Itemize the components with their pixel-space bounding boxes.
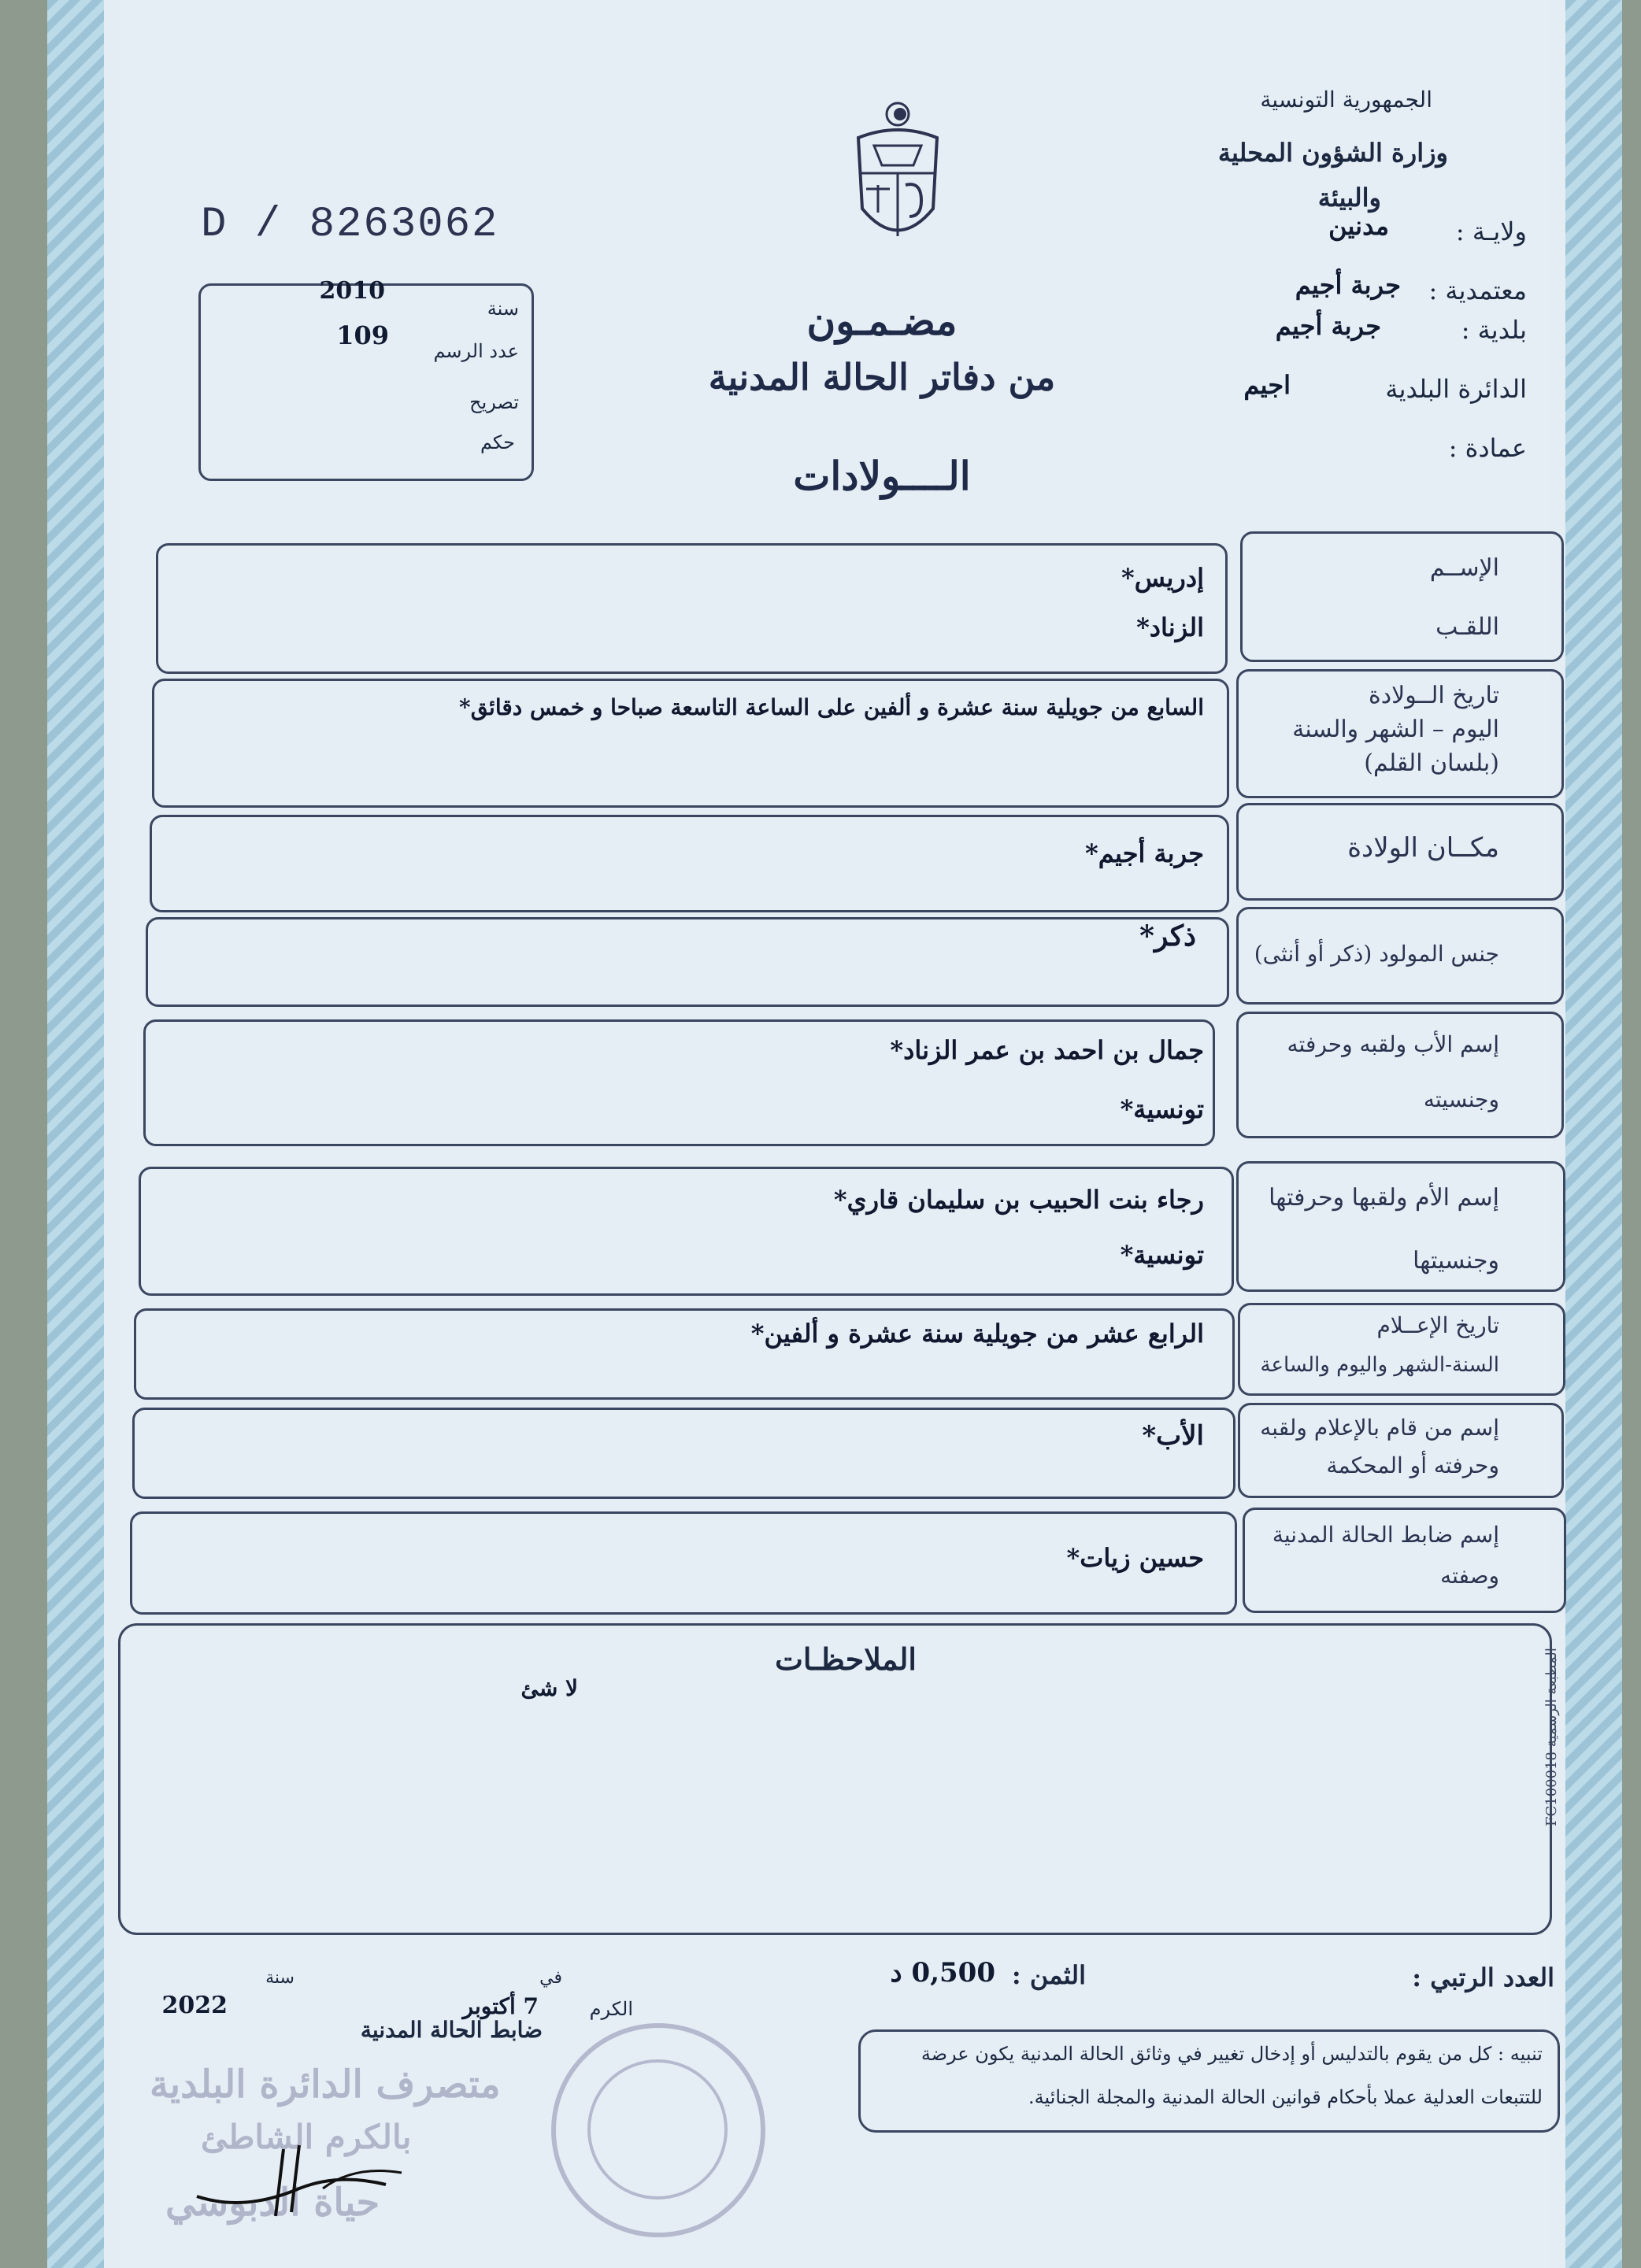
baladiya-label: بلدية : bbox=[1461, 315, 1527, 345]
row-birthdate-label-2: اليوم – الشهر والسنة bbox=[1292, 716, 1499, 743]
footer-date-value: 7 أكتوبر bbox=[462, 1993, 539, 2019]
notes-value: لا شئ bbox=[520, 1675, 578, 1701]
daira-label: الدائرة البلدية bbox=[1385, 374, 1527, 404]
footer-officer-label: ضابط الحالة المدنية bbox=[360, 2017, 543, 2043]
footer-in-label: في bbox=[539, 1968, 562, 1988]
row-declarant-label-2: وحرفته أو المحكمة bbox=[1326, 1452, 1499, 1478]
official-round-stamp bbox=[551, 2023, 765, 2237]
row-declaration-date-value: الرابع عشر من جويلية سنة عشرة و ألفين* bbox=[750, 1319, 1204, 1349]
registry-number-label: عدد الرسم bbox=[433, 340, 519, 362]
footer-serial-label: العدد الرتبي : bbox=[1412, 1963, 1554, 1992]
row-officer-label-2: وصفته bbox=[1440, 1563, 1499, 1589]
wilaya-label: ولايـة : bbox=[1455, 216, 1527, 246]
row-name-value-2: الزناد* bbox=[1136, 612, 1204, 642]
section-title: الــــولادات bbox=[793, 453, 971, 499]
row-birthplace-label: مكــان الولادة bbox=[1347, 832, 1499, 864]
notes-title: الملاحظـات bbox=[775, 1641, 917, 1677]
mutamadiya-value: جربة أجيم bbox=[1295, 270, 1401, 300]
left-decorative-border bbox=[47, 0, 104, 2268]
header-republic: الجمهورية التونسية bbox=[1260, 87, 1432, 113]
row-mother-value-1: رجاء بنت الحبيب بن سليمان قاري* bbox=[833, 1185, 1204, 1215]
printer-mark: المطبعة الرسمية FC100018 bbox=[1543, 1648, 1560, 1826]
stamp-line-2: بالكرم الشاطئ bbox=[201, 2118, 412, 2156]
row-birthdate-label-1: تاريخ الــولادة bbox=[1369, 682, 1499, 709]
row-gender-value: ذكر* bbox=[1139, 919, 1196, 953]
row-name-value-1: إدريس* bbox=[1121, 563, 1204, 593]
warning-line-1: تنبيه : كل من يقوم بالتدليس أو إدخال تغيير في وثائق الحالة المدنية يكون عرضة bbox=[921, 2043, 1543, 2065]
footer-price-label: الثمن : bbox=[1011, 1960, 1086, 1990]
registry-judgment-label: حكم bbox=[480, 431, 515, 453]
row-birthdate-label-3: (بلسان القلم) bbox=[1364, 749, 1499, 777]
row-gender-label: جنس المولود (ذكر أو أنثى) bbox=[1254, 941, 1499, 967]
row-mother-value-2: تونسية* bbox=[1120, 1240, 1204, 1270]
registry-number-value: 109 bbox=[336, 320, 389, 350]
row-declarant-value: الأب* bbox=[1142, 1420, 1204, 1452]
document-serial: D / 8263062 bbox=[201, 201, 499, 249]
mutamadiya-label: معتمدية : bbox=[1428, 276, 1527, 305]
row-mother-label-1: إسم الأم ولقبها وحرفتها bbox=[1269, 1184, 1499, 1212]
registry-year-value: 2010 bbox=[319, 277, 385, 305]
stamp-line-3: حياة الدبوسي bbox=[165, 2181, 380, 2225]
footer-year-value: 2022 bbox=[161, 1992, 228, 2019]
stamp-inner-ring bbox=[587, 2059, 728, 2200]
row-birthplace-value: جربة أجيم* bbox=[1085, 838, 1204, 868]
row-father-value-2: تونسية* bbox=[1120, 1094, 1204, 1124]
signature-icon bbox=[181, 2141, 417, 2228]
row-declaration-date-label-1: تاريخ الإعــلام bbox=[1376, 1312, 1499, 1338]
row-declarant-value-box bbox=[132, 1408, 1235, 1499]
row-name-label-2: اللقـب bbox=[1435, 613, 1499, 641]
row-declarant-label-1: إسم من قام بالإعلام ولقبه bbox=[1260, 1415, 1499, 1441]
document-subtitle: من دفاتر الحالة المدنية bbox=[708, 356, 1056, 398]
row-father-value-1: جمال بن احمد بن عمر الزناد* bbox=[890, 1035, 1204, 1065]
daira-value: اجيم bbox=[1243, 370, 1291, 400]
baladiya-value: جربة أجيم bbox=[1275, 311, 1381, 341]
row-gender-value-box bbox=[146, 917, 1229, 1007]
row-officer-label-1: إسم ضابط الحالة المدنية bbox=[1272, 1522, 1499, 1548]
stamp-line-1: متصرف الدائرة البلدية bbox=[150, 2063, 501, 2107]
registry-year-label: سنة bbox=[487, 298, 519, 320]
wilaya-value: مدنين bbox=[1328, 211, 1389, 241]
row-birthdate-value: السابع من جويلية سنة عشرة و ألفين على الساعة التاسعة صباحا و خمس دقائق* bbox=[459, 694, 1204, 720]
row-name-label-1: الإســم bbox=[1429, 554, 1499, 582]
row-father-label-1: إسم الأب ولقبه وحرفته bbox=[1287, 1031, 1499, 1057]
right-decorative-border bbox=[1565, 0, 1622, 2268]
footer-year-label: سنة bbox=[265, 1968, 294, 1988]
row-name-value-box bbox=[156, 543, 1228, 674]
row-name-label-box bbox=[1240, 531, 1564, 662]
header-ministry: وزارة الشؤون المحلية bbox=[1217, 138, 1448, 168]
footer-place-label: الكرم bbox=[589, 1998, 633, 2020]
warning-line-2: للتتبعات العدلية عملا بأحكام قوانين الحالة المدنية والمجلة الجنائية. bbox=[1028, 2086, 1543, 2108]
footer-price-value: 0,500 د bbox=[890, 1957, 995, 1989]
row-declaration-date-label-2: السنة-الشهر واليوم والساعة bbox=[1260, 1353, 1499, 1377]
document-title: مضـمـون bbox=[806, 298, 958, 344]
row-mother-label-2: وجنسيتها bbox=[1413, 1247, 1499, 1275]
imada-label: عمادة : bbox=[1448, 433, 1527, 463]
row-father-label-2: وجنسيته bbox=[1423, 1086, 1499, 1112]
tunisia-coat-of-arms-icon bbox=[846, 98, 949, 256]
row-birthplace-value-box bbox=[150, 815, 1229, 912]
registry-declaration-label: تصريح bbox=[469, 391, 519, 413]
header-ministry-2: والبيئة bbox=[1317, 183, 1381, 213]
row-officer-value: حسين زيات* bbox=[1066, 1543, 1204, 1573]
